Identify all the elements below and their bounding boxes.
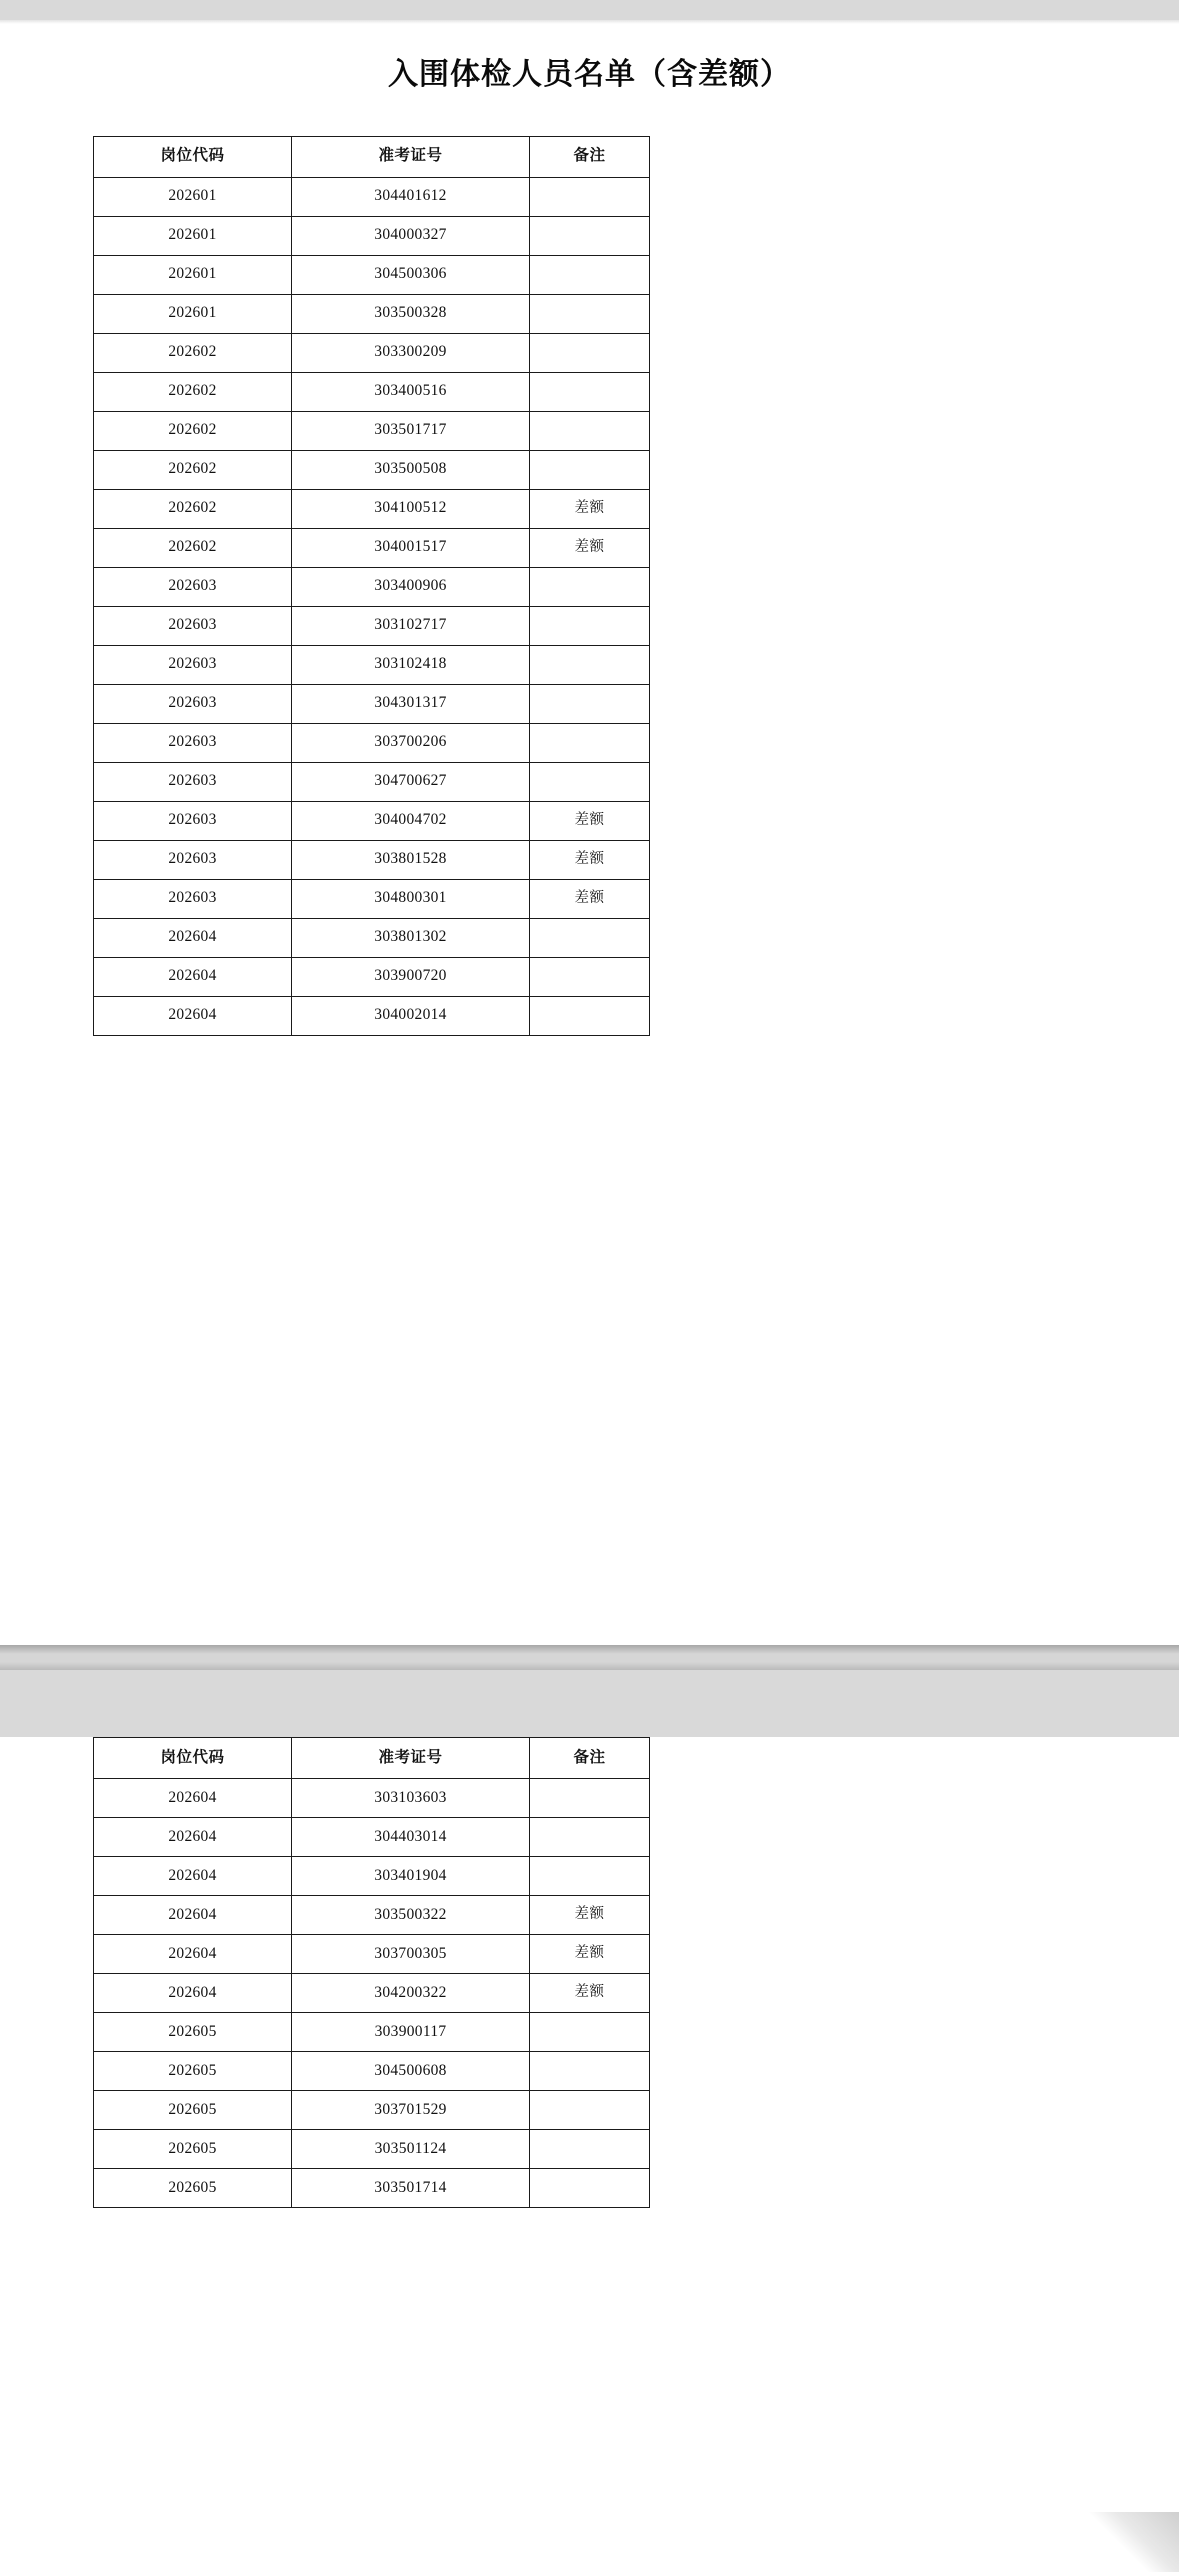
cell-job-code: 202603 xyxy=(94,606,292,645)
table-row xyxy=(94,957,650,996)
cell-ticket-number: 303501717 xyxy=(292,411,530,450)
cell-remark: 差额 xyxy=(530,489,650,528)
cell-remark xyxy=(530,1857,650,1896)
cell-remark xyxy=(530,957,650,996)
cell-remark xyxy=(530,333,650,372)
table-row xyxy=(94,333,650,372)
table-header-page-1 xyxy=(94,136,650,177)
table-row xyxy=(94,528,650,567)
cell-ticket-number: 304301317 xyxy=(292,684,530,723)
page-curl-decoration xyxy=(1087,2512,1179,2572)
cell-ticket-number: 303900117 xyxy=(292,2013,530,2052)
cell-job-code: 202602 xyxy=(94,528,292,567)
cell-remark xyxy=(530,2130,650,2169)
column-header-ticket-no: 准考证号 xyxy=(292,136,530,177)
cell-job-code: 202603 xyxy=(94,762,292,801)
cell-job-code: 202603 xyxy=(94,879,292,918)
cell-ticket-number: 303401904 xyxy=(292,1857,530,1896)
cell-remark xyxy=(530,411,650,450)
cell-remark: 差额 xyxy=(530,1935,650,1974)
cell-job-code: 202602 xyxy=(94,411,292,450)
cell-remark xyxy=(530,177,650,216)
cell-remark xyxy=(530,606,650,645)
cell-remark: 差额 xyxy=(530,1896,650,1935)
cell-remark xyxy=(530,723,650,762)
cell-remark xyxy=(530,918,650,957)
page-top-shadow xyxy=(0,20,1179,24)
column-header-ticket-no: 准考证号 xyxy=(292,1738,530,1779)
cell-ticket-number: 304004702 xyxy=(292,801,530,840)
cell-job-code: 202603 xyxy=(94,723,292,762)
cell-ticket-number: 304000327 xyxy=(292,216,530,255)
table-row xyxy=(94,2091,650,2130)
table-row xyxy=(94,645,650,684)
cell-ticket-number: 303501124 xyxy=(292,2130,530,2169)
table-body-page-1 xyxy=(94,177,650,1035)
table-row xyxy=(94,1896,650,1935)
cell-job-code: 202604 xyxy=(94,957,292,996)
table-row xyxy=(94,2013,650,2052)
cell-job-code: 202603 xyxy=(94,840,292,879)
cell-job-code: 202601 xyxy=(94,177,292,216)
cell-remark xyxy=(530,2052,650,2091)
cell-job-code: 202602 xyxy=(94,450,292,489)
table-row xyxy=(94,723,650,762)
cell-ticket-number: 304800301 xyxy=(292,879,530,918)
cell-ticket-number: 303300209 xyxy=(292,333,530,372)
cell-ticket-number: 304500306 xyxy=(292,255,530,294)
cell-job-code: 202605 xyxy=(94,2169,292,2208)
cell-job-code: 202605 xyxy=(94,2013,292,2052)
cell-ticket-number: 303801302 xyxy=(292,918,530,957)
cell-remark xyxy=(530,996,650,1035)
table-header-row xyxy=(94,1738,650,1779)
cell-remark: 差额 xyxy=(530,879,650,918)
column-header-job-code: 岗位代码 xyxy=(94,1738,292,1779)
cell-job-code: 202604 xyxy=(94,1974,292,2013)
table-row xyxy=(94,216,650,255)
cell-ticket-number: 304403014 xyxy=(292,1818,530,1857)
table-body-page-2 xyxy=(94,1779,650,2208)
cell-remark xyxy=(530,645,650,684)
cell-ticket-number: 303900720 xyxy=(292,957,530,996)
cell-remark xyxy=(530,1818,650,1857)
table-row xyxy=(94,255,650,294)
table-row xyxy=(94,996,650,1035)
roster-table-page-1 xyxy=(93,136,650,1036)
cell-job-code: 202601 xyxy=(94,216,292,255)
cell-ticket-number: 303103603 xyxy=(292,1779,530,1818)
table-row xyxy=(94,1857,650,1896)
cell-job-code: 202603 xyxy=(94,801,292,840)
cell-job-code: 202601 xyxy=(94,255,292,294)
table-header-page-2 xyxy=(94,1738,650,1779)
cell-job-code: 202604 xyxy=(94,1857,292,1896)
cell-remark xyxy=(530,450,650,489)
table-row xyxy=(94,2130,650,2169)
cell-job-code: 202602 xyxy=(94,372,292,411)
cell-job-code: 202605 xyxy=(94,2052,292,2091)
table-row xyxy=(94,1818,650,1857)
table-row xyxy=(94,489,650,528)
table-row xyxy=(94,606,650,645)
cell-job-code: 202604 xyxy=(94,1896,292,1935)
column-header-remark: 备注 xyxy=(530,136,650,177)
column-header-job-code: 岗位代码 xyxy=(94,136,292,177)
cell-job-code: 202604 xyxy=(94,918,292,957)
cell-job-code: 202603 xyxy=(94,567,292,606)
document-page-1 xyxy=(0,20,1179,1645)
cell-remark xyxy=(530,372,650,411)
cell-ticket-number: 303801528 xyxy=(292,840,530,879)
cell-remark xyxy=(530,1779,650,1818)
table-row xyxy=(94,762,650,801)
cell-remark xyxy=(530,2169,650,2208)
cell-remark xyxy=(530,255,650,294)
cell-remark xyxy=(530,684,650,723)
cell-remark: 差额 xyxy=(530,1974,650,2013)
cell-job-code: 202602 xyxy=(94,489,292,528)
cell-remark: 差额 xyxy=(530,840,650,879)
page-separator xyxy=(0,1645,1179,1670)
cell-remark xyxy=(530,294,650,333)
table-row xyxy=(94,684,650,723)
table-row xyxy=(94,294,650,333)
cell-remark xyxy=(530,567,650,606)
cell-job-code: 202605 xyxy=(94,2091,292,2130)
table-row xyxy=(94,879,650,918)
cell-job-code: 202602 xyxy=(94,333,292,372)
cell-ticket-number: 304700627 xyxy=(292,762,530,801)
cell-job-code: 202604 xyxy=(94,1818,292,1857)
table-row xyxy=(94,840,650,879)
table-row xyxy=(94,372,650,411)
cell-ticket-number: 303400906 xyxy=(292,567,530,606)
cell-ticket-number: 303500508 xyxy=(292,450,530,489)
table-row xyxy=(94,2169,650,2208)
table-row xyxy=(94,177,650,216)
cell-remark xyxy=(530,762,650,801)
document-page-2 xyxy=(0,1737,1179,2572)
cell-remark xyxy=(530,2091,650,2130)
cell-ticket-number: 304401612 xyxy=(292,177,530,216)
cell-ticket-number: 303400516 xyxy=(292,372,530,411)
cell-ticket-number: 303500328 xyxy=(292,294,530,333)
cell-ticket-number: 303701529 xyxy=(292,2091,530,2130)
roster-table-page-2 xyxy=(93,1737,650,2208)
cell-job-code: 202603 xyxy=(94,645,292,684)
cell-ticket-number: 303700305 xyxy=(292,1935,530,1974)
cell-ticket-number: 304200322 xyxy=(292,1974,530,2013)
roster-table-wrapper-page-1 xyxy=(93,136,649,1036)
table-row xyxy=(94,450,650,489)
table-row xyxy=(94,801,650,840)
cell-ticket-number: 303102717 xyxy=(292,606,530,645)
cell-remark: 差额 xyxy=(530,528,650,567)
table-row xyxy=(94,918,650,957)
table-row xyxy=(94,1779,650,1818)
table-row xyxy=(94,567,650,606)
cell-ticket-number: 303700206 xyxy=(292,723,530,762)
cell-job-code: 202604 xyxy=(94,1935,292,1974)
column-header-remark: 备注 xyxy=(530,1738,650,1779)
cell-job-code: 202601 xyxy=(94,294,292,333)
table-row xyxy=(94,411,650,450)
cell-ticket-number: 304500608 xyxy=(292,2052,530,2091)
cell-job-code: 202604 xyxy=(94,1779,292,1818)
cell-ticket-number: 304100512 xyxy=(292,489,530,528)
cell-job-code: 202603 xyxy=(94,684,292,723)
roster-table-wrapper-page-2 xyxy=(93,1737,649,2208)
cell-remark: 差额 xyxy=(530,801,650,840)
cell-remark xyxy=(530,2013,650,2052)
cell-job-code: 202604 xyxy=(94,996,292,1035)
cell-ticket-number: 303501714 xyxy=(292,2169,530,2208)
table-row xyxy=(94,2052,650,2091)
page-title: 入围体检人员名单（含差额） xyxy=(388,58,791,92)
table-header-row xyxy=(94,136,650,177)
table-row xyxy=(94,1974,650,2013)
cell-job-code: 202605 xyxy=(94,2130,292,2169)
cell-ticket-number: 303102418 xyxy=(292,645,530,684)
cell-remark xyxy=(530,216,650,255)
cell-ticket-number: 303500322 xyxy=(292,1896,530,1935)
cell-ticket-number: 304002014 xyxy=(292,996,530,1035)
cell-ticket-number: 304001517 xyxy=(292,528,530,567)
table-row xyxy=(94,1935,650,1974)
